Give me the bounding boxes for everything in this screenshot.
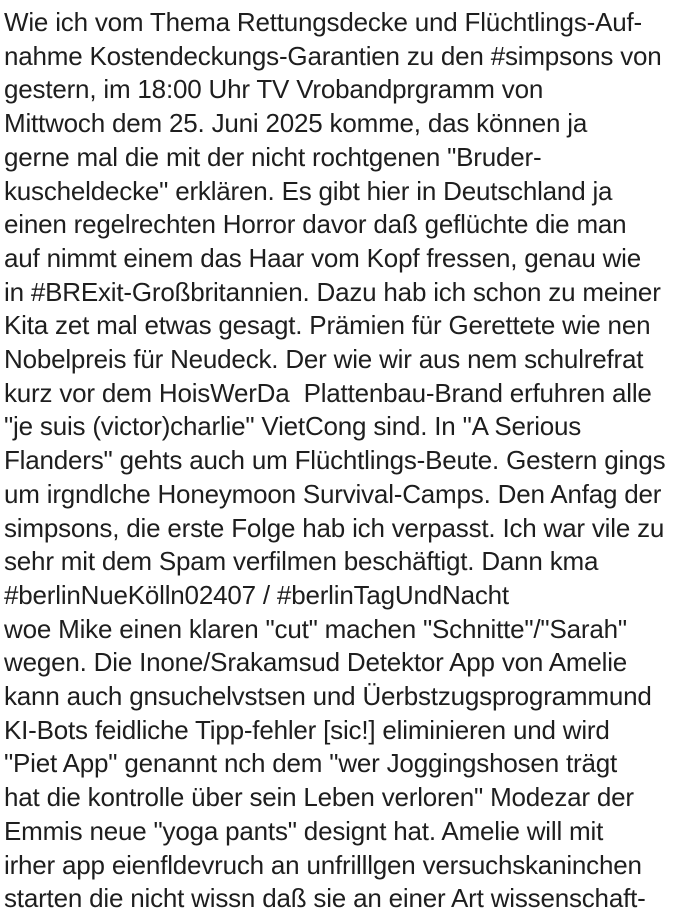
text-line: "je suis (victor)charlie" VietCong sind. In "A Serious	[4, 411, 582, 442]
text-line: hat die kontrolle über sein Leben verloren" Modezar der	[4, 782, 634, 813]
text-line: irher app eienfldevruch an unfrilllgen versuchskaninchen	[4, 849, 642, 880]
text-line: Flanders" gehts auch um Flüchtlings-Beute. Gestern gings	[4, 445, 666, 476]
text-line: kuscheldecke" erklären. Es gibt hier in Deutschland ja	[4, 175, 613, 206]
text-line: wegen. Die Inone/Srakamsud Detektor App von Amelie	[4, 647, 628, 678]
text-line: starten die nicht wissn daß sie an einer Art wissenschaft-	[4, 883, 646, 914]
text-line: Kita zet mal etwas gesagt. Prämien für Gerettete wie nen	[4, 310, 651, 341]
text-line: Emmis neue "yoga pants" designt hat. Amelie will mit	[4, 815, 604, 846]
text-line: Mittwoch dem 25. Juni 2025 komme, das können ja	[4, 108, 588, 139]
text-line: sehr mit dem Spam verfilmen beschäftigt. Dann kma	[4, 546, 599, 577]
text-line: Wie ich vom Thema Rettungsdecke und Flüchtlings-Auf-	[4, 7, 642, 37]
text-line: um irgndlche Honeymoon Survival-Camps. Den Anfag der	[4, 478, 662, 509]
text-line: "Piet App" genannt nch dem "wer Joggingshosen trägt	[4, 748, 618, 779]
text-line: gestern, im 18:00 Uhr TV Vrobandprgramm von	[4, 74, 544, 105]
text-line: auf nimmt einem das Haar vom Kopf fressen, genau wie	[4, 242, 642, 273]
text-line: nahme Kostendeckungs-Garantien zu den #simpsons von	[4, 40, 662, 71]
text-line: einen regelrechten Horror davor daß geflüchte die man	[4, 209, 627, 240]
text-line: kurz vor dem HoisWerDa Plattenbau-Brand erfuhren alle	[4, 377, 652, 408]
text-line: simpsons, die erste Folge hab ich verpasst. Ich war vile zu	[4, 512, 665, 543]
text-line: gerne mal die mit der nicht rochtgenen "Bruder-	[4, 141, 542, 172]
document-body	[4, 6, 682, 916]
text-line: Nobelpreis für Neudeck. Der wie wir aus nem schulrefrat	[4, 344, 644, 375]
text-line: KI-Bots feidliche Tipp-fehler [sic!] eliminieren und wird	[4, 714, 610, 745]
text-line: #berlinNueKölln02407 / #berlinTagUndNacht	[4, 579, 509, 610]
text-line: kann auch gnsuchelvstsen und Üerbstzugsprogrammund	[4, 681, 652, 712]
text-line: in #BRExit-Großbritannien. Dazu hab ich schon zu meiner	[4, 276, 661, 307]
text-line: woe Mike einen klaren "cut" machen "Schnitte"/"Sarah"	[4, 613, 627, 644]
